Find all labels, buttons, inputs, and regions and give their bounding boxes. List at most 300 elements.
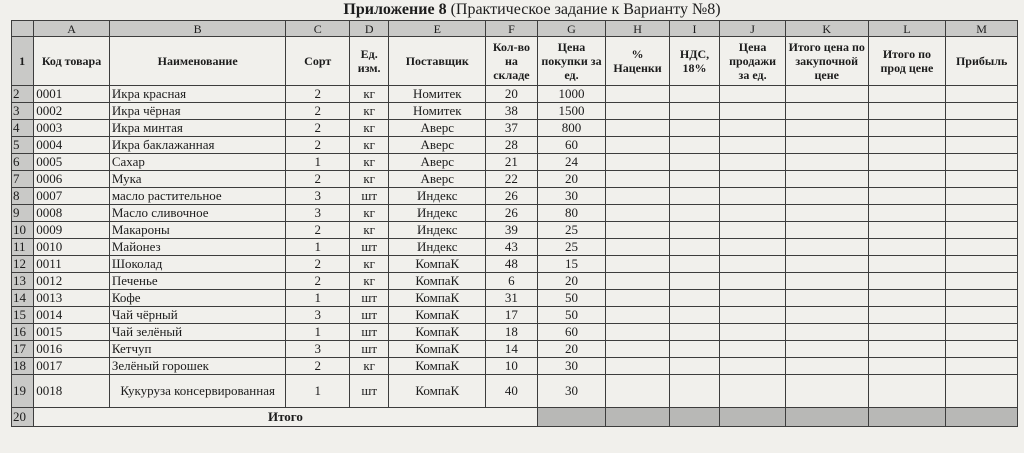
cell-price[interactable]: 60 xyxy=(537,324,606,341)
total-label[interactable]: Итого xyxy=(34,408,537,427)
cell-empty[interactable] xyxy=(606,324,670,341)
cell-empty[interactable] xyxy=(720,307,786,324)
cell-price[interactable]: 25 xyxy=(537,222,606,239)
cell-empty[interactable] xyxy=(606,341,670,358)
cell-empty[interactable] xyxy=(946,273,1018,290)
cell-qty[interactable]: 10 xyxy=(486,358,537,375)
cell-unit[interactable]: кг xyxy=(350,103,389,120)
row-number[interactable]: 5 xyxy=(12,137,34,154)
column-header-m[interactable]: M xyxy=(946,21,1018,37)
cell-empty[interactable] xyxy=(720,358,786,375)
column-header-l[interactable]: L xyxy=(868,21,946,37)
cell-code[interactable]: 0007 xyxy=(34,188,110,205)
row-number[interactable]: 7 xyxy=(12,171,34,188)
cell-empty[interactable] xyxy=(868,358,946,375)
cell-qty[interactable]: 37 xyxy=(486,120,537,137)
cell-empty[interactable] xyxy=(669,120,719,137)
column-header-k[interactable]: K xyxy=(785,21,868,37)
cell-empty[interactable] xyxy=(946,171,1018,188)
cell-sort[interactable]: 2 xyxy=(286,358,350,375)
cell-empty[interactable] xyxy=(606,239,670,256)
cell-empty[interactable] xyxy=(946,358,1018,375)
cell-empty[interactable] xyxy=(669,222,719,239)
cell-empty[interactable] xyxy=(669,171,719,188)
cell-price[interactable]: 30 xyxy=(537,358,606,375)
cell-name[interactable]: Кетчуп xyxy=(109,341,286,358)
cell-empty[interactable] xyxy=(785,171,868,188)
row-number[interactable]: 20 xyxy=(12,408,34,427)
cell-empty[interactable] xyxy=(785,86,868,103)
cell-price[interactable]: 80 xyxy=(537,205,606,222)
cell-price[interactable]: 50 xyxy=(537,307,606,324)
cell-name[interactable]: Чай чёрный xyxy=(109,307,286,324)
cell-supplier[interactable]: КомпаК xyxy=(389,324,486,341)
cell-empty[interactable] xyxy=(946,239,1018,256)
cell-code[interactable]: 0008 xyxy=(34,205,110,222)
column-header-g[interactable]: G xyxy=(537,21,606,37)
cell-empty[interactable] xyxy=(946,324,1018,341)
cell-price[interactable]: 1500 xyxy=(537,103,606,120)
header-markup[interactable]: % Наценки xyxy=(606,37,670,86)
row-number[interactable]: 2 xyxy=(12,86,34,103)
table-row xyxy=(12,358,1018,375)
cell-total[interactable] xyxy=(785,408,868,427)
cell-empty[interactable] xyxy=(868,341,946,358)
cell-supplier[interactable]: КомпаК xyxy=(389,341,486,358)
cell-qty[interactable]: 26 xyxy=(486,205,537,222)
cell-empty[interactable] xyxy=(606,103,670,120)
cell-empty[interactable] xyxy=(606,205,670,222)
cell-empty[interactable] xyxy=(669,290,719,307)
cell-supplier[interactable]: Индекс xyxy=(389,205,486,222)
cell-code[interactable]: 0014 xyxy=(34,307,110,324)
cell-sort[interactable]: 1 xyxy=(286,239,350,256)
cell-unit[interactable]: кг xyxy=(350,137,389,154)
cell-empty[interactable] xyxy=(606,273,670,290)
cell-empty[interactable] xyxy=(785,290,868,307)
cell-sort[interactable]: 3 xyxy=(286,205,350,222)
cell-empty[interactable] xyxy=(868,205,946,222)
row-number[interactable]: 15 xyxy=(12,307,34,324)
cell-empty[interactable] xyxy=(785,375,868,408)
cell-supplier[interactable]: Аверс xyxy=(389,171,486,188)
cell-supplier[interactable]: КомпаК xyxy=(389,375,486,408)
cell-sort[interactable]: 1 xyxy=(286,154,350,171)
cell-supplier[interactable]: КомпаК xyxy=(389,256,486,273)
cell-empty[interactable] xyxy=(720,222,786,239)
cell-price[interactable]: 30 xyxy=(537,375,606,408)
cell-empty[interactable] xyxy=(946,137,1018,154)
cell-name[interactable]: Кукуруза консервированная xyxy=(109,375,286,408)
cell-supplier[interactable]: Индекс xyxy=(389,239,486,256)
cell-total[interactable] xyxy=(946,408,1018,427)
cell-supplier[interactable]: Аверс xyxy=(389,120,486,137)
cell-qty[interactable]: 31 xyxy=(486,290,537,307)
cell-name[interactable]: Икра красная xyxy=(109,86,286,103)
cell-sort[interactable]: 2 xyxy=(286,103,350,120)
cell-empty[interactable] xyxy=(785,137,868,154)
cell-empty[interactable] xyxy=(669,188,719,205)
row-number[interactable]: 18 xyxy=(12,358,34,375)
cell-empty[interactable] xyxy=(946,341,1018,358)
header-sale-price[interactable]: Цена продажи за ед. xyxy=(720,37,786,86)
cell-unit[interactable]: кг xyxy=(350,154,389,171)
cell-empty[interactable] xyxy=(669,137,719,154)
cell-qty[interactable]: 17 xyxy=(486,307,537,324)
cell-supplier[interactable]: Индекс xyxy=(389,222,486,239)
cell-empty[interactable] xyxy=(669,341,719,358)
cell-unit[interactable]: шт xyxy=(350,375,389,408)
table-row xyxy=(12,341,1018,358)
cell-empty[interactable] xyxy=(785,273,868,290)
row-number[interactable]: 1 xyxy=(12,37,34,86)
cell-code[interactable]: 0013 xyxy=(34,290,110,307)
cell-empty[interactable] xyxy=(946,205,1018,222)
cell-supplier[interactable]: Индекс xyxy=(389,188,486,205)
table-row xyxy=(12,103,1018,120)
cell-empty[interactable] xyxy=(720,324,786,341)
cell-empty[interactable] xyxy=(606,171,670,188)
column-header-f[interactable]: F xyxy=(486,21,537,37)
cell-name[interactable]: Чай зелёный xyxy=(109,324,286,341)
cell-empty[interactable] xyxy=(720,375,786,408)
cell-empty[interactable] xyxy=(669,239,719,256)
cell-total[interactable] xyxy=(669,408,719,427)
cell-empty[interactable] xyxy=(720,290,786,307)
cell-supplier[interactable]: Аверс xyxy=(389,154,486,171)
cell-sort[interactable]: 3 xyxy=(286,341,350,358)
cell-empty[interactable] xyxy=(868,188,946,205)
header-total-purchase[interactable]: Итого цена по закупочной цене xyxy=(785,37,868,86)
cell-qty[interactable]: 14 xyxy=(486,341,537,358)
header-price[interactable]: Цена покупки за ед. xyxy=(537,37,606,86)
cell-supplier[interactable]: Номитек xyxy=(389,103,486,120)
cell-empty[interactable] xyxy=(868,273,946,290)
cell-empty[interactable] xyxy=(785,358,868,375)
cell-empty[interactable] xyxy=(606,137,670,154)
cell-empty[interactable] xyxy=(669,273,719,290)
cell-supplier[interactable]: КомпаК xyxy=(389,307,486,324)
cell-empty[interactable] xyxy=(946,154,1018,171)
cell-unit[interactable]: шт xyxy=(350,188,389,205)
cell-empty[interactable] xyxy=(720,256,786,273)
cell-empty[interactable] xyxy=(720,120,786,137)
cell-code[interactable]: 0015 xyxy=(34,324,110,341)
cell-sort[interactable]: 2 xyxy=(286,273,350,290)
cell-total[interactable] xyxy=(720,408,786,427)
cell-name[interactable]: Икра минтая xyxy=(109,120,286,137)
cell-supplier[interactable]: КомпаК xyxy=(389,290,486,307)
cell-name[interactable]: Макароны xyxy=(109,222,286,239)
cell-empty[interactable] xyxy=(785,188,868,205)
cell-name[interactable]: Мука xyxy=(109,171,286,188)
cell-empty[interactable] xyxy=(785,324,868,341)
cell-qty[interactable]: 43 xyxy=(486,239,537,256)
cell-name[interactable]: Кофе xyxy=(109,290,286,307)
cell-unit[interactable]: кг xyxy=(350,120,389,137)
cell-empty[interactable] xyxy=(785,341,868,358)
cell-empty[interactable] xyxy=(868,239,946,256)
corner-cell[interactable] xyxy=(12,21,34,37)
cell-unit[interactable]: кг xyxy=(350,86,389,103)
cell-unit[interactable]: шт xyxy=(350,341,389,358)
cell-code[interactable]: 0002 xyxy=(34,103,110,120)
cell-empty[interactable] xyxy=(720,205,786,222)
row-number[interactable]: 13 xyxy=(12,273,34,290)
cell-code[interactable]: 0004 xyxy=(34,137,110,154)
cell-empty[interactable] xyxy=(669,375,719,408)
cell-empty[interactable] xyxy=(669,103,719,120)
cell-empty[interactable] xyxy=(946,222,1018,239)
cell-unit[interactable]: кг xyxy=(350,222,389,239)
cell-code[interactable]: 0005 xyxy=(34,154,110,171)
header-vat[interactable]: НДС, 18% xyxy=(669,37,719,86)
cell-sort[interactable]: 3 xyxy=(286,188,350,205)
header-unit[interactable]: Ед. изм. xyxy=(350,37,389,86)
cell-empty[interactable] xyxy=(720,188,786,205)
cell-sort[interactable]: 2 xyxy=(286,256,350,273)
row-number[interactable]: 8 xyxy=(12,188,34,205)
cell-empty[interactable] xyxy=(785,154,868,171)
cell-empty[interactable] xyxy=(785,239,868,256)
cell-total[interactable] xyxy=(537,408,606,427)
cell-empty[interactable] xyxy=(669,154,719,171)
cell-empty[interactable] xyxy=(946,86,1018,103)
header-row xyxy=(12,37,1018,86)
cell-name[interactable]: Майонез xyxy=(109,239,286,256)
cell-empty[interactable] xyxy=(606,256,670,273)
cell-empty[interactable] xyxy=(868,103,946,120)
cell-unit[interactable]: шт xyxy=(350,324,389,341)
cell-price[interactable]: 50 xyxy=(537,290,606,307)
cell-empty[interactable] xyxy=(868,154,946,171)
cell-empty[interactable] xyxy=(785,256,868,273)
column-header-e[interactable]: E xyxy=(389,21,486,37)
cell-empty[interactable] xyxy=(946,120,1018,137)
cell-unit[interactable]: кг xyxy=(350,171,389,188)
cell-empty[interactable] xyxy=(785,120,868,137)
cell-sort[interactable]: 1 xyxy=(286,290,350,307)
cell-empty[interactable] xyxy=(606,307,670,324)
cell-sort[interactable]: 1 xyxy=(286,324,350,341)
cell-name[interactable]: Масло сливочное xyxy=(109,205,286,222)
cell-sort[interactable]: 1 xyxy=(286,375,350,408)
header-profit[interactable]: Прибыль xyxy=(946,37,1018,86)
cell-unit[interactable]: шт xyxy=(350,290,389,307)
cell-supplier[interactable]: КомпаК xyxy=(389,358,486,375)
cell-sort[interactable]: 3 xyxy=(286,307,350,324)
cell-qty[interactable]: 39 xyxy=(486,222,537,239)
cell-code[interactable]: 0018 xyxy=(34,375,110,408)
table-row xyxy=(12,375,1018,408)
table-row xyxy=(12,256,1018,273)
cell-empty[interactable] xyxy=(946,103,1018,120)
cell-total[interactable] xyxy=(868,408,946,427)
cell-empty[interactable] xyxy=(720,273,786,290)
cell-qty[interactable]: 22 xyxy=(486,171,537,188)
cell-sort[interactable]: 2 xyxy=(286,137,350,154)
header-supplier[interactable]: Поставщик xyxy=(389,37,486,86)
cell-name[interactable]: масло растительное xyxy=(109,188,286,205)
cell-unit[interactable]: кг xyxy=(350,256,389,273)
header-code[interactable]: Код товара xyxy=(34,37,110,86)
cell-name[interactable]: Икра чёрная xyxy=(109,103,286,120)
cell-empty[interactable] xyxy=(606,375,670,408)
title-bold: Приложение 8 xyxy=(343,1,447,18)
cell-code[interactable]: 0017 xyxy=(34,358,110,375)
cell-supplier[interactable]: КомпаК xyxy=(389,273,486,290)
row-number[interactable]: 17 xyxy=(12,341,34,358)
cell-name[interactable]: Шоколад xyxy=(109,256,286,273)
header-name[interactable]: Наименование xyxy=(109,37,286,86)
row-number[interactable]: 6 xyxy=(12,154,34,171)
table-row xyxy=(12,239,1018,256)
cell-qty[interactable]: 48 xyxy=(486,256,537,273)
cell-empty[interactable] xyxy=(720,341,786,358)
cell-sort[interactable]: 2 xyxy=(286,120,350,137)
cell-empty[interactable] xyxy=(720,103,786,120)
cell-empty[interactable] xyxy=(946,290,1018,307)
cell-empty[interactable] xyxy=(785,103,868,120)
header-sort[interactable]: Сорт xyxy=(286,37,350,86)
cell-empty[interactable] xyxy=(606,86,670,103)
cell-empty[interactable] xyxy=(669,86,719,103)
cell-qty[interactable]: 21 xyxy=(486,154,537,171)
cell-empty[interactable] xyxy=(868,375,946,408)
cell-empty[interactable] xyxy=(868,86,946,103)
header-qty[interactable]: Кол-во на складе xyxy=(486,37,537,86)
cell-supplier[interactable]: Аверс xyxy=(389,137,486,154)
row-number[interactable]: 16 xyxy=(12,324,34,341)
cell-empty[interactable] xyxy=(606,222,670,239)
cell-empty[interactable] xyxy=(868,324,946,341)
cell-empty[interactable] xyxy=(946,256,1018,273)
table-row xyxy=(12,324,1018,341)
cell-empty[interactable] xyxy=(606,120,670,137)
row-number[interactable]: 14 xyxy=(12,290,34,307)
cell-name[interactable]: Икра баклажанная xyxy=(109,137,286,154)
column-header-j[interactable]: J xyxy=(720,21,786,37)
column-header-a[interactable]: A xyxy=(34,21,110,37)
row-number[interactable]: 10 xyxy=(12,222,34,239)
cell-empty[interactable] xyxy=(868,120,946,137)
cell-price[interactable]: 20 xyxy=(537,273,606,290)
cell-sort[interactable]: 2 xyxy=(286,222,350,239)
cell-unit[interactable]: шт xyxy=(350,307,389,324)
cell-empty[interactable] xyxy=(868,222,946,239)
cell-code[interactable]: 0016 xyxy=(34,341,110,358)
cell-empty[interactable] xyxy=(669,307,719,324)
cell-empty[interactable] xyxy=(946,188,1018,205)
row-number[interactable]: 3 xyxy=(12,103,34,120)
cell-qty[interactable]: 6 xyxy=(486,273,537,290)
cell-qty[interactable]: 26 xyxy=(486,188,537,205)
cell-empty[interactable] xyxy=(720,171,786,188)
cell-code[interactable]: 0011 xyxy=(34,256,110,273)
row-number[interactable]: 9 xyxy=(12,205,34,222)
cell-name[interactable]: Сахар xyxy=(109,154,286,171)
cell-name[interactable]: Зелёный горошек xyxy=(109,358,286,375)
cell-empty[interactable] xyxy=(946,375,1018,408)
cell-empty[interactable] xyxy=(868,256,946,273)
cell-empty[interactable] xyxy=(720,239,786,256)
column-header-h[interactable]: H xyxy=(606,21,670,37)
row-number[interactable]: 12 xyxy=(12,256,34,273)
cell-empty[interactable] xyxy=(785,307,868,324)
cell-code[interactable]: 0006 xyxy=(34,171,110,188)
cell-total[interactable] xyxy=(606,408,670,427)
cell-price[interactable]: 20 xyxy=(537,341,606,358)
cell-empty[interactable] xyxy=(868,307,946,324)
cell-price[interactable]: 25 xyxy=(537,239,606,256)
cell-sort[interactable]: 2 xyxy=(286,86,350,103)
cell-qty[interactable]: 18 xyxy=(486,324,537,341)
header-total-sale[interactable]: Итого по прод цене xyxy=(868,37,946,86)
row-number[interactable]: 4 xyxy=(12,120,34,137)
cell-supplier[interactable]: Номитек xyxy=(389,86,486,103)
column-header-b[interactable]: B xyxy=(109,21,286,37)
table-row xyxy=(12,137,1018,154)
cell-code[interactable]: 0001 xyxy=(34,86,110,103)
cell-code[interactable]: 0010 xyxy=(34,239,110,256)
cell-empty[interactable] xyxy=(720,86,786,103)
cell-code[interactable]: 0003 xyxy=(34,120,110,137)
cell-qty[interactable]: 20 xyxy=(486,86,537,103)
cell-price[interactable]: 60 xyxy=(537,137,606,154)
cell-empty[interactable] xyxy=(868,137,946,154)
column-header-c[interactable]: C xyxy=(286,21,350,37)
column-header-d[interactable]: D xyxy=(350,21,389,37)
cell-empty[interactable] xyxy=(946,307,1018,324)
cell-empty[interactable] xyxy=(606,358,670,375)
cell-empty[interactable] xyxy=(720,154,786,171)
cell-price[interactable]: 24 xyxy=(537,154,606,171)
column-header-i[interactable]: I xyxy=(669,21,719,37)
cell-empty[interactable] xyxy=(669,205,719,222)
cell-code[interactable]: 0012 xyxy=(34,273,110,290)
cell-unit[interactable]: шт xyxy=(350,239,389,256)
title-rest: (Практическое задание к Варианту №8) xyxy=(446,1,721,18)
cell-empty[interactable] xyxy=(669,358,719,375)
cell-price[interactable]: 20 xyxy=(537,171,606,188)
cell-empty[interactable] xyxy=(606,290,670,307)
cell-name[interactable]: Печенье xyxy=(109,273,286,290)
cell-qty[interactable]: 40 xyxy=(486,375,537,408)
row-number[interactable]: 11 xyxy=(12,239,34,256)
cell-price[interactable]: 800 xyxy=(537,120,606,137)
cell-empty[interactable] xyxy=(720,137,786,154)
cell-empty[interactable] xyxy=(868,290,946,307)
cell-qty[interactable]: 38 xyxy=(486,103,537,120)
cell-empty[interactable] xyxy=(669,324,719,341)
cell-unit[interactable]: кг xyxy=(350,358,389,375)
cell-empty[interactable] xyxy=(868,171,946,188)
cell-empty[interactable] xyxy=(606,188,670,205)
cell-qty[interactable]: 28 xyxy=(486,137,537,154)
cell-empty[interactable] xyxy=(606,154,670,171)
cell-code[interactable]: 0009 xyxy=(34,222,110,239)
cell-unit[interactable]: кг xyxy=(350,273,389,290)
cell-sort[interactable]: 2 xyxy=(286,171,350,188)
cell-empty[interactable] xyxy=(785,205,868,222)
cell-price[interactable]: 1000 xyxy=(537,86,606,103)
cell-price[interactable]: 15 xyxy=(537,256,606,273)
cell-empty[interactable] xyxy=(669,256,719,273)
cell-unit[interactable]: кг xyxy=(350,205,389,222)
row-number[interactable]: 19 xyxy=(12,375,34,408)
cell-price[interactable]: 30 xyxy=(537,188,606,205)
cell-empty[interactable] xyxy=(785,222,868,239)
